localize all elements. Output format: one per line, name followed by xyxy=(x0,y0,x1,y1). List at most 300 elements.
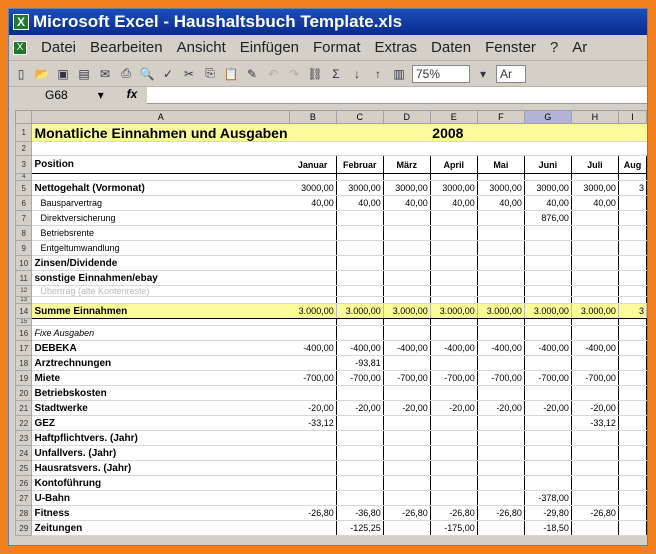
row-header[interactable]: 26 xyxy=(16,476,32,491)
menu-fenster[interactable]: Fenster xyxy=(485,39,536,56)
column-header-I[interactable]: I xyxy=(618,111,646,124)
menu-daten[interactable]: Daten xyxy=(431,39,472,56)
cell-C20[interactable] xyxy=(336,386,383,401)
cell-F6[interactable]: 40,00 xyxy=(477,196,524,211)
cell-B16[interactable] xyxy=(290,326,337,341)
cell-H12[interactable] xyxy=(571,286,618,297)
cell-G3[interactable]: Juni xyxy=(524,156,571,174)
row-header[interactable]: 14 xyxy=(16,304,32,319)
row-label[interactable]: Monatliche Einnahmen und Ausgaben xyxy=(32,124,290,142)
row-header[interactable]: 10 xyxy=(16,256,32,271)
cell-I29[interactable] xyxy=(618,521,646,536)
cell-F7[interactable] xyxy=(477,211,524,226)
cell-D22[interactable] xyxy=(383,416,430,431)
row-header[interactable]: 2 xyxy=(16,142,32,156)
cell-B23[interactable] xyxy=(290,431,337,446)
cell-I6[interactable] xyxy=(618,196,646,211)
cell-G20[interactable] xyxy=(524,386,571,401)
cell-H11[interactable] xyxy=(571,271,618,286)
cell-G22[interactable] xyxy=(524,416,571,431)
zoom-select[interactable]: 75% xyxy=(412,65,470,83)
cell-E2[interactable] xyxy=(430,142,477,156)
row-label[interactable]: Fixe Ausgaben xyxy=(32,326,290,341)
cell-F29[interactable] xyxy=(477,521,524,536)
cell-C23[interactable] xyxy=(336,431,383,446)
cell-F25[interactable] xyxy=(477,461,524,476)
cell-G8[interactable] xyxy=(524,226,571,241)
row-label[interactable]: Entgeltumwandlung xyxy=(32,241,290,256)
cell-H16[interactable] xyxy=(571,326,618,341)
cell-B11[interactable] xyxy=(290,271,337,286)
cell-H22[interactable]: -33,12 xyxy=(571,416,618,431)
chevron-down-icon[interactable]: ▾ xyxy=(479,66,487,81)
cell-D9[interactable] xyxy=(383,241,430,256)
cell-H2[interactable] xyxy=(571,142,618,156)
cell-F26[interactable] xyxy=(477,476,524,491)
cell-E7[interactable] xyxy=(430,211,477,226)
row-label[interactable]: sonstige Einnahmen/ebay xyxy=(32,271,290,286)
row-header[interactable]: 19 xyxy=(16,371,32,386)
cell-E17[interactable]: -400,00 xyxy=(430,341,477,356)
cell-I7[interactable] xyxy=(618,211,646,226)
cell-H23[interactable] xyxy=(571,431,618,446)
cell-H9[interactable] xyxy=(571,241,618,256)
column-header-H[interactable]: H xyxy=(571,111,618,124)
cell-H1[interactable] xyxy=(571,124,618,142)
format-painter-icon[interactable]: ✎ xyxy=(246,66,258,81)
cell-D23[interactable] xyxy=(383,431,430,446)
cell-G2[interactable] xyxy=(524,142,571,156)
cell-C25[interactable] xyxy=(336,461,383,476)
row-label[interactable]: Direktversicherung xyxy=(32,211,290,226)
cell-B14[interactable]: 3.000,00 xyxy=(290,304,337,319)
cell-G26[interactable] xyxy=(524,476,571,491)
cell-D17[interactable]: -400,00 xyxy=(383,341,430,356)
cell-I19[interactable] xyxy=(618,371,646,386)
row-header[interactable]: 23 xyxy=(16,431,32,446)
cell-I2[interactable] xyxy=(618,142,646,156)
cell-F3[interactable]: Mai xyxy=(477,156,524,174)
sort-asc-icon[interactable]: ↓ xyxy=(354,66,360,81)
cell-I22[interactable] xyxy=(618,416,646,431)
spreadsheet-grid[interactable] xyxy=(15,110,647,536)
cell-E1[interactable]: 2008 xyxy=(430,124,477,142)
print-icon[interactable]: ⎙ xyxy=(121,66,131,80)
cell-D27[interactable] xyxy=(383,491,430,506)
cell-B3[interactable]: Januar xyxy=(290,156,337,174)
cell-G1[interactable] xyxy=(524,124,571,142)
row-label[interactable]: Arztrechnungen xyxy=(32,356,290,371)
cell-B24[interactable] xyxy=(290,446,337,461)
row-label[interactable]: Betriebskosten xyxy=(32,386,290,401)
row-label[interactable]: Kontoführung xyxy=(32,476,290,491)
cell-F8[interactable] xyxy=(477,226,524,241)
cell-D3[interactable]: März xyxy=(383,156,430,174)
cell-E13[interactable] xyxy=(430,297,477,304)
cell-I28[interactable] xyxy=(618,506,646,521)
cell-E18[interactable] xyxy=(430,356,477,371)
cell-I13[interactable] xyxy=(618,297,646,304)
cell-B6[interactable]: 40,00 xyxy=(290,196,337,211)
cell-C27[interactable] xyxy=(336,491,383,506)
cell-H8[interactable] xyxy=(571,226,618,241)
print-preview-icon[interactable]: 🔍 xyxy=(139,66,155,81)
cell-F18[interactable] xyxy=(477,356,524,371)
cell-D12[interactable] xyxy=(383,286,430,297)
cell-I9[interactable] xyxy=(618,241,646,256)
cell-H27[interactable] xyxy=(571,491,618,506)
cell-F11[interactable] xyxy=(477,271,524,286)
row-header[interactable]: 21 xyxy=(16,401,32,416)
cell-D11[interactable] xyxy=(383,271,430,286)
row-header[interactable]: 6 xyxy=(16,196,32,211)
permission-icon[interactable]: ▤ xyxy=(78,66,90,81)
cell-C24[interactable] xyxy=(336,446,383,461)
cell-F10[interactable] xyxy=(477,256,524,271)
cell-D25[interactable] xyxy=(383,461,430,476)
cell-G15[interactable] xyxy=(524,319,571,326)
cell-F12[interactable] xyxy=(477,286,524,297)
cell-C29[interactable]: -125,25 xyxy=(336,521,383,536)
menu-einfuegen[interactable]: Einfügen xyxy=(239,39,300,56)
row-header[interactable]: 22 xyxy=(16,416,32,431)
cell-C26[interactable] xyxy=(336,476,383,491)
menu-datei[interactable]: Datei xyxy=(41,39,77,56)
cell-E9[interactable] xyxy=(430,241,477,256)
row-header[interactable]: 13 xyxy=(16,297,32,304)
row-header[interactable]: 1 xyxy=(16,124,32,142)
cell-D13[interactable] xyxy=(383,297,430,304)
cell-I4[interactable] xyxy=(618,174,646,181)
cell-I10[interactable] xyxy=(618,256,646,271)
cell-E6[interactable]: 40,00 xyxy=(430,196,477,211)
cell-E4[interactable] xyxy=(430,174,477,181)
cell-C8[interactable] xyxy=(336,226,383,241)
cell-F1[interactable] xyxy=(477,124,524,142)
cell-G29[interactable]: -18,50 xyxy=(524,521,571,536)
row-label[interactable]: Haftpflichtvers. (Jahr) xyxy=(32,431,290,446)
cell-C3[interactable]: Februar xyxy=(336,156,383,174)
cell-C14[interactable]: 3.000,00 xyxy=(336,304,383,319)
cell-E26[interactable] xyxy=(430,476,477,491)
cell-H14[interactable]: 3.000,00 xyxy=(571,304,618,319)
row-label[interactable]: Zinsen/Dividende xyxy=(32,256,290,271)
menu-ansicht[interactable]: Ansicht xyxy=(176,39,226,56)
cell-D16[interactable] xyxy=(383,326,430,341)
cell-C4[interactable] xyxy=(336,174,383,181)
cell-D21[interactable]: -20,00 xyxy=(383,401,430,416)
menu-help[interactable]: ? xyxy=(549,39,559,56)
cell-I21[interactable] xyxy=(618,401,646,416)
row-label[interactable]: Unfallvers. (Jahr) xyxy=(32,446,290,461)
cell-I23[interactable] xyxy=(618,431,646,446)
cell-B10[interactable] xyxy=(290,256,337,271)
row-header[interactable]: 12 xyxy=(16,286,32,297)
cell-B9[interactable] xyxy=(290,241,337,256)
cell-G21[interactable]: -20,00 xyxy=(524,401,571,416)
cell-F15[interactable] xyxy=(477,319,524,326)
cell-H28[interactable]: -26,80 xyxy=(571,506,618,521)
cell-B27[interactable] xyxy=(290,491,337,506)
open-icon[interactable]: 📂 xyxy=(34,66,50,81)
row-header[interactable]: 8 xyxy=(16,226,32,241)
cell-E21[interactable]: -20,00 xyxy=(430,401,477,416)
row-label[interactable]: Stadtwerke xyxy=(32,401,290,416)
cell-H18[interactable] xyxy=(571,356,618,371)
cell-G27[interactable]: -378,00 xyxy=(524,491,571,506)
cell-H3[interactable]: Juli xyxy=(571,156,618,174)
cell-H25[interactable] xyxy=(571,461,618,476)
cell-D14[interactable]: 3.000,00 xyxy=(383,304,430,319)
cell-C17[interactable]: -400,00 xyxy=(336,341,383,356)
cell-D24[interactable] xyxy=(383,446,430,461)
cell-I11[interactable] xyxy=(618,271,646,286)
sort-desc-icon[interactable]: ↑ xyxy=(375,66,381,81)
cell-D7[interactable] xyxy=(383,211,430,226)
cell-I14[interactable]: 3 xyxy=(618,304,646,319)
menu-truncated[interactable]: Ar xyxy=(572,39,588,56)
save-icon[interactable]: ▣ xyxy=(57,66,69,81)
cell-C28[interactable]: -36,80 xyxy=(336,506,383,521)
cell-E10[interactable] xyxy=(430,256,477,271)
cell-I24[interactable] xyxy=(618,446,646,461)
cell-G5[interactable]: 3000,00 xyxy=(524,181,571,196)
cell-C12[interactable] xyxy=(336,286,383,297)
document-icon[interactable]: X xyxy=(13,41,27,55)
row-header[interactable]: 18 xyxy=(16,356,32,371)
cell-H13[interactable] xyxy=(571,297,618,304)
cell-C19[interactable]: -700,00 xyxy=(336,371,383,386)
cell-E15[interactable] xyxy=(430,319,477,326)
cell-I17[interactable] xyxy=(618,341,646,356)
cell-E16[interactable] xyxy=(430,326,477,341)
cell-E25[interactable] xyxy=(430,461,477,476)
cell-B5[interactable]: 3000,00 xyxy=(290,181,337,196)
cell-D2[interactable] xyxy=(383,142,430,156)
cell-G23[interactable] xyxy=(524,431,571,446)
column-header-A[interactable]: A xyxy=(32,111,290,124)
cell-I18[interactable] xyxy=(618,356,646,371)
row-header[interactable]: 3 xyxy=(16,156,32,174)
cell-D28[interactable]: -26,80 xyxy=(383,506,430,521)
cell-I27[interactable] xyxy=(618,491,646,506)
cell-G10[interactable] xyxy=(524,256,571,271)
email-icon[interactable]: ✉ xyxy=(99,66,111,81)
cell-F16[interactable] xyxy=(477,326,524,341)
select-all-button[interactable] xyxy=(16,111,32,124)
row-header[interactable]: 27 xyxy=(16,491,32,506)
row-header[interactable]: 25 xyxy=(16,461,32,476)
cell-B28[interactable]: -26,80 xyxy=(290,506,337,521)
cell-D15[interactable] xyxy=(383,319,430,326)
cell-B22[interactable]: -33,12 xyxy=(290,416,337,431)
cell-B19[interactable]: -700,00 xyxy=(290,371,337,386)
cell-I8[interactable] xyxy=(618,226,646,241)
font-select[interactable]: Ar xyxy=(496,65,526,83)
row-header[interactable]: 20 xyxy=(16,386,32,401)
row-label[interactable] xyxy=(32,142,290,156)
cell-G24[interactable] xyxy=(524,446,571,461)
cell-H10[interactable] xyxy=(571,256,618,271)
cell-C6[interactable]: 40,00 xyxy=(336,196,383,211)
cell-I16[interactable] xyxy=(618,326,646,341)
cell-C2[interactable] xyxy=(336,142,383,156)
row-label[interactable]: GEZ xyxy=(32,416,290,431)
cell-G25[interactable] xyxy=(524,461,571,476)
cell-B8[interactable] xyxy=(290,226,337,241)
cell-F21[interactable]: -20,00 xyxy=(477,401,524,416)
menu-extras[interactable]: Extras xyxy=(374,39,418,56)
column-header-C[interactable]: C xyxy=(336,111,383,124)
cell-I15[interactable] xyxy=(618,319,646,326)
cell-F2[interactable] xyxy=(477,142,524,156)
row-header[interactable]: 24 xyxy=(16,446,32,461)
undo-icon[interactable]: ↶ xyxy=(267,66,279,81)
cell-C10[interactable] xyxy=(336,256,383,271)
cell-I12[interactable] xyxy=(618,286,646,297)
cell-B12[interactable] xyxy=(290,286,337,297)
cell-G18[interactable] xyxy=(524,356,571,371)
cell-F23[interactable] xyxy=(477,431,524,446)
spelling-icon[interactable]: ✓ xyxy=(162,66,174,81)
row-header[interactable]: 5 xyxy=(16,181,32,196)
cell-D18[interactable] xyxy=(383,356,430,371)
cell-D6[interactable]: 40,00 xyxy=(383,196,430,211)
autosum-icon[interactable]: Σ xyxy=(332,66,340,81)
row-label[interactable]: Betriebsrente xyxy=(32,226,290,241)
cell-F17[interactable]: -400,00 xyxy=(477,341,524,356)
menu-format[interactable]: Format xyxy=(313,39,361,56)
cell-E12[interactable] xyxy=(430,286,477,297)
cell-B21[interactable]: -20,00 xyxy=(290,401,337,416)
cell-F19[interactable]: -700,00 xyxy=(477,371,524,386)
hyperlink-icon[interactable]: ⛓ xyxy=(307,66,323,81)
copy-icon[interactable]: ⎘ xyxy=(205,66,215,80)
cell-G4[interactable] xyxy=(524,174,571,181)
row-label[interactable]: Übertrag (alte Kontenreste) xyxy=(32,286,290,297)
new-icon[interactable]: ▯ xyxy=(17,66,25,81)
row-label[interactable]: Bausparvertrag xyxy=(32,196,290,211)
cell-I3[interactable]: Aug xyxy=(618,156,646,174)
cell-I20[interactable] xyxy=(618,386,646,401)
row-label[interactable]: Miete xyxy=(32,371,290,386)
row-label[interactable] xyxy=(32,319,290,326)
column-header-F[interactable]: F xyxy=(477,111,524,124)
cell-E20[interactable] xyxy=(430,386,477,401)
cell-F14[interactable]: 3.000,00 xyxy=(477,304,524,319)
cell-G9[interactable] xyxy=(524,241,571,256)
cell-H17[interactable]: -400,00 xyxy=(571,341,618,356)
column-header-E[interactable]: E xyxy=(430,111,477,124)
redo-icon[interactable]: ↷ xyxy=(288,66,300,81)
menu-bearbeiten[interactable]: Bearbeiten xyxy=(90,39,163,56)
cell-H6[interactable]: 40,00 xyxy=(571,196,618,211)
cell-C16[interactable] xyxy=(336,326,383,341)
column-header-D[interactable]: D xyxy=(383,111,430,124)
cell-F24[interactable] xyxy=(477,446,524,461)
cell-I5[interactable]: 3 xyxy=(618,181,646,196)
cell-B18[interactable] xyxy=(290,356,337,371)
cell-E28[interactable]: -26,80 xyxy=(430,506,477,521)
row-label[interactable]: Summe Einnahmen xyxy=(32,304,290,319)
cell-G6[interactable]: 40,00 xyxy=(524,196,571,211)
cell-D29[interactable] xyxy=(383,521,430,536)
cell-I25[interactable] xyxy=(618,461,646,476)
cell-G19[interactable]: -700,00 xyxy=(524,371,571,386)
row-header[interactable]: 15 xyxy=(16,319,32,326)
cell-G14[interactable]: 3.000,00 xyxy=(524,304,571,319)
cell-D20[interactable] xyxy=(383,386,430,401)
name-box-value[interactable]: G68 xyxy=(45,88,68,102)
cell-E14[interactable]: 3.000,00 xyxy=(430,304,477,319)
chevron-down-icon[interactable]: ▾ xyxy=(97,88,104,102)
cell-E3[interactable]: April xyxy=(430,156,477,174)
cell-C22[interactable] xyxy=(336,416,383,431)
column-header-B[interactable]: B xyxy=(290,111,337,124)
row-header[interactable]: 11 xyxy=(16,271,32,286)
row-header[interactable]: 16 xyxy=(16,326,32,341)
cell-G12[interactable] xyxy=(524,286,571,297)
row-label[interactable]: U-Bahn xyxy=(32,491,290,506)
cell-F28[interactable]: -26,80 xyxy=(477,506,524,521)
cell-F4[interactable] xyxy=(477,174,524,181)
cell-F5[interactable]: 3000,00 xyxy=(477,181,524,196)
cell-G28[interactable]: -29,80 xyxy=(524,506,571,521)
cell-E19[interactable]: -700,00 xyxy=(430,371,477,386)
cell-C7[interactable] xyxy=(336,211,383,226)
cell-E8[interactable] xyxy=(430,226,477,241)
cell-H29[interactable] xyxy=(571,521,618,536)
cell-H26[interactable] xyxy=(571,476,618,491)
cell-B17[interactable]: -400,00 xyxy=(290,341,337,356)
cell-H4[interactable] xyxy=(571,174,618,181)
cell-H5[interactable]: 3000,00 xyxy=(571,181,618,196)
cell-B1[interactable] xyxy=(290,124,337,142)
cell-H21[interactable]: -20,00 xyxy=(571,401,618,416)
row-label[interactable]: DEBEKA xyxy=(32,341,290,356)
cell-G7[interactable]: 876,00 xyxy=(524,211,571,226)
cell-E22[interactable] xyxy=(430,416,477,431)
row-label[interactable]: Fitness xyxy=(32,506,290,521)
chart-wizard-icon[interactable]: ▥ xyxy=(393,66,405,81)
row-label[interactable]: Position xyxy=(32,156,290,174)
cell-D26[interactable] xyxy=(383,476,430,491)
cell-F9[interactable] xyxy=(477,241,524,256)
cell-F27[interactable] xyxy=(477,491,524,506)
cell-E24[interactable] xyxy=(430,446,477,461)
cell-D8[interactable] xyxy=(383,226,430,241)
cell-H7[interactable] xyxy=(571,211,618,226)
cell-D10[interactable] xyxy=(383,256,430,271)
row-label[interactable]: Nettogehalt (Vormonat) xyxy=(32,181,290,196)
cell-G13[interactable] xyxy=(524,297,571,304)
cell-B20[interactable] xyxy=(290,386,337,401)
cell-E11[interactable] xyxy=(430,271,477,286)
name-box[interactable] xyxy=(9,87,117,104)
cell-E23[interactable] xyxy=(430,431,477,446)
cell-D5[interactable]: 3000,00 xyxy=(383,181,430,196)
cell-F22[interactable] xyxy=(477,416,524,431)
cell-C21[interactable]: -20,00 xyxy=(336,401,383,416)
cell-H24[interactable] xyxy=(571,446,618,461)
cell-B13[interactable] xyxy=(290,297,337,304)
row-header[interactable]: 7 xyxy=(16,211,32,226)
cut-icon[interactable]: ✂ xyxy=(183,66,195,81)
cell-C9[interactable] xyxy=(336,241,383,256)
cell-E29[interactable]: -175,00 xyxy=(430,521,477,536)
cell-B7[interactable] xyxy=(290,211,337,226)
cell-I1[interactable] xyxy=(618,124,646,142)
